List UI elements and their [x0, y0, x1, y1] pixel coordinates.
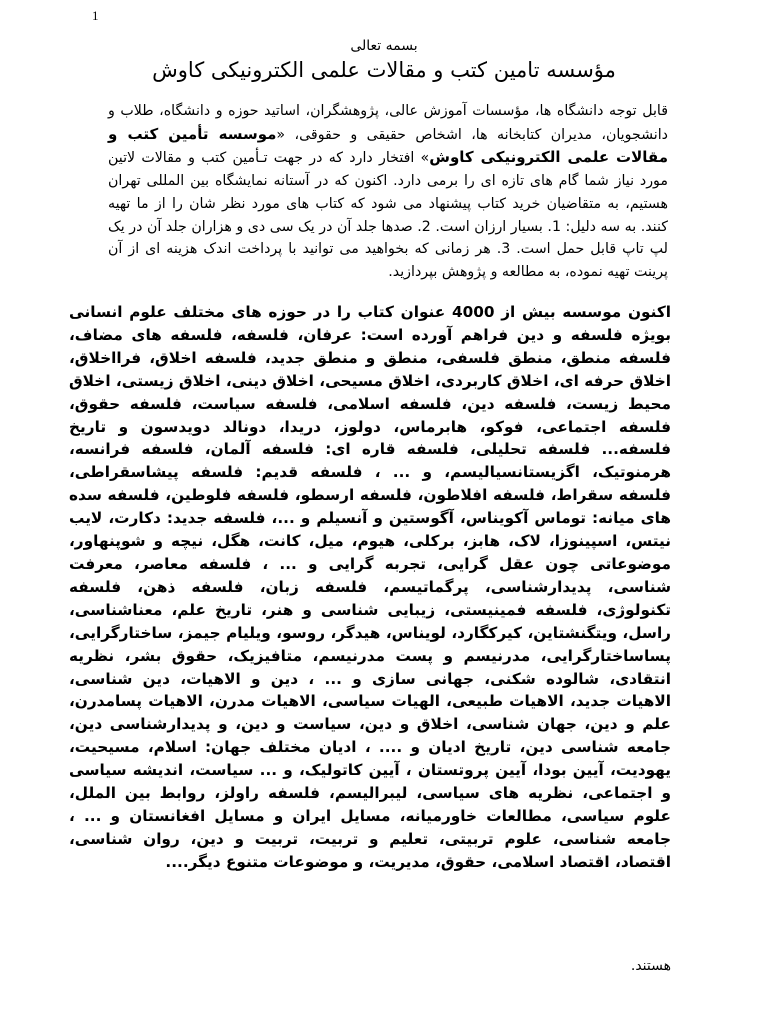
intro-text-end: » افتخار دارد که در جهت تـأمین کتب و مقالات لاتین مورد نیاز شما گام های تازه ای را برمی دارد. اکنون که در آستانه نمایشگاه بین المللی تهران هستیم، به متقاضیان خرید کتاب پیشنهاد می شود که کتاب های مورد نظر شان را از ما تهیه کنند. به سه دلیل: 1. بسیار ارزان است. 2. صدها جلد آن در یک سی دی و هزاران جلد آن در یک لپ تاپ قابل حمل است. 3. هر زمانی که بخواهید می توانید با پرداخت اندک هزینه ای از آن پرینت تهیه نموده، به مطالعه و پژوهش بپردازید.: [108, 150, 669, 280]
organization-name: موسسه تأمین کتب و مقالات علمی الکترونیکی کاوش: [108, 124, 668, 167]
invocation-heading: بسمه تعالی: [350, 38, 418, 54]
closing-line: هستند.: [630, 958, 671, 974]
page-number: 1: [92, 8, 99, 23]
intro-text-start: قابل توجه دانشگاه ها، مؤسسات آموزش عالی، پژوهشگران، اساتید حوزه و دانشگاه، طلاب و دانشجویان، مدیران کتابخانه ها، اشخاص حقیقی و حقوقی، «: [108, 103, 668, 143]
subjects-paragraph: اکنون موسسه بیش از 4000 عنوان کتاب را در حوزه های مختلف علوم انسانی بویژه فلسفه و دین فراهم آورده است: عرفان، فلسفه، فلسفه های مضاف، فلسفه منطق، منطق فلسفی، منطق و منطق جدید، فلسفه اخلاق، فرااخلاق، اخلاق حرفه ای، اخلاق کاربردی، اخلاق مسیحی، اخلاق دینی، اخلاق زیستی، اخلاق محیط زیست، فلسفه دین، فلسفه اسلامی، فلسفه سیاست، فلسفه حقوق، فلسفه اجتماعی، فوکو، هابرماس، دولوز، دریدا، دونالد دویدسون و تاریخ فلسفه... فلسفه تحلیلی، فلسفه قاره ای: فلسفه آلمان، فلسفه فرانسه، هرمنوتیک، اگزیستانسیالیسم، و ... ، فلسفه قدیم: فلسفه پیشاسقراطی، فلسفه سقراط، فلسفه افلاطون، فلسفه ارسطو، فلسفه فلوطین، فلسفه سده های میانه: توماس آکویناس، آگوستین و آنسیلم و ...، فلسفه جدید: دکارت، لایب نیتس، اسپینوزا، لاک، هابز، برکلی، هیوم، میل، کانت، هگل، نیچه و شوپنهاور، موضوعاتی چون عقل گرایی، تجربه گرایی و ... ، فلسفه معاصر، معرفت شناسی، پدیدارشناسی، پرگماتیسم، فلسفه زبان، فلسفه ذهن، فلسفه تکنولوژی، فلسفه فمینیستی، زیبایی شناسی و هنر، تاریخ علم، معناشناسی، راسل، ویتگنشتاین، کیرکگارد، لویناس، هیدگر، روسو، ویلیام جیمز، ساختارگرایی، پساساختارگرایی، مدرنیسم و پست مدرنیسم، متافیزیک، حقوق بشر، نظریه انتقادی، شالوده شکنی، جهانی سازی و ... ، دین و الاهیات، دین شناسی، الاهیات جدید، الاهیات طبیعی، الهیات سیاسی، الاهیات مدرن، الاهیات پسامدرن، علم و دین، جهان شناسی، اخلاق و دین، سیاست و دین، و پدیدارشناسی دین، جامعه شناسی دین، تاریخ ادیان و .... ، ادیان مختلف جهان: اسلام، مسیحیت، یهودیت، آیین بودا، آیین پروتستان ، آیین کاتولیک، و ... سیاست، اندیشه سیاسی و اجتماعی، نظریه های سیاسی، لیبرالیسم، فلسفه راولز، روابط بین الملل، علوم سیاسی، مطالعات خاورمیانه، مسایل ایران و مسایل افغانستان و ... ، جامعه شناسی، علوم تربیتی، تعلیم و تربیت، تربیت و دین، روان شناسی، اقتصاد، اقتصاد اسلامی، حقوق، مدیریت، و موضوعات متنوع دیگر....: [69, 303, 671, 871]
intro-paragraph: [108, 100, 668, 284]
document-title: مؤسسه تامین کتب و مقالات علمی الکترونیکی کاوش: [152, 58, 616, 82]
